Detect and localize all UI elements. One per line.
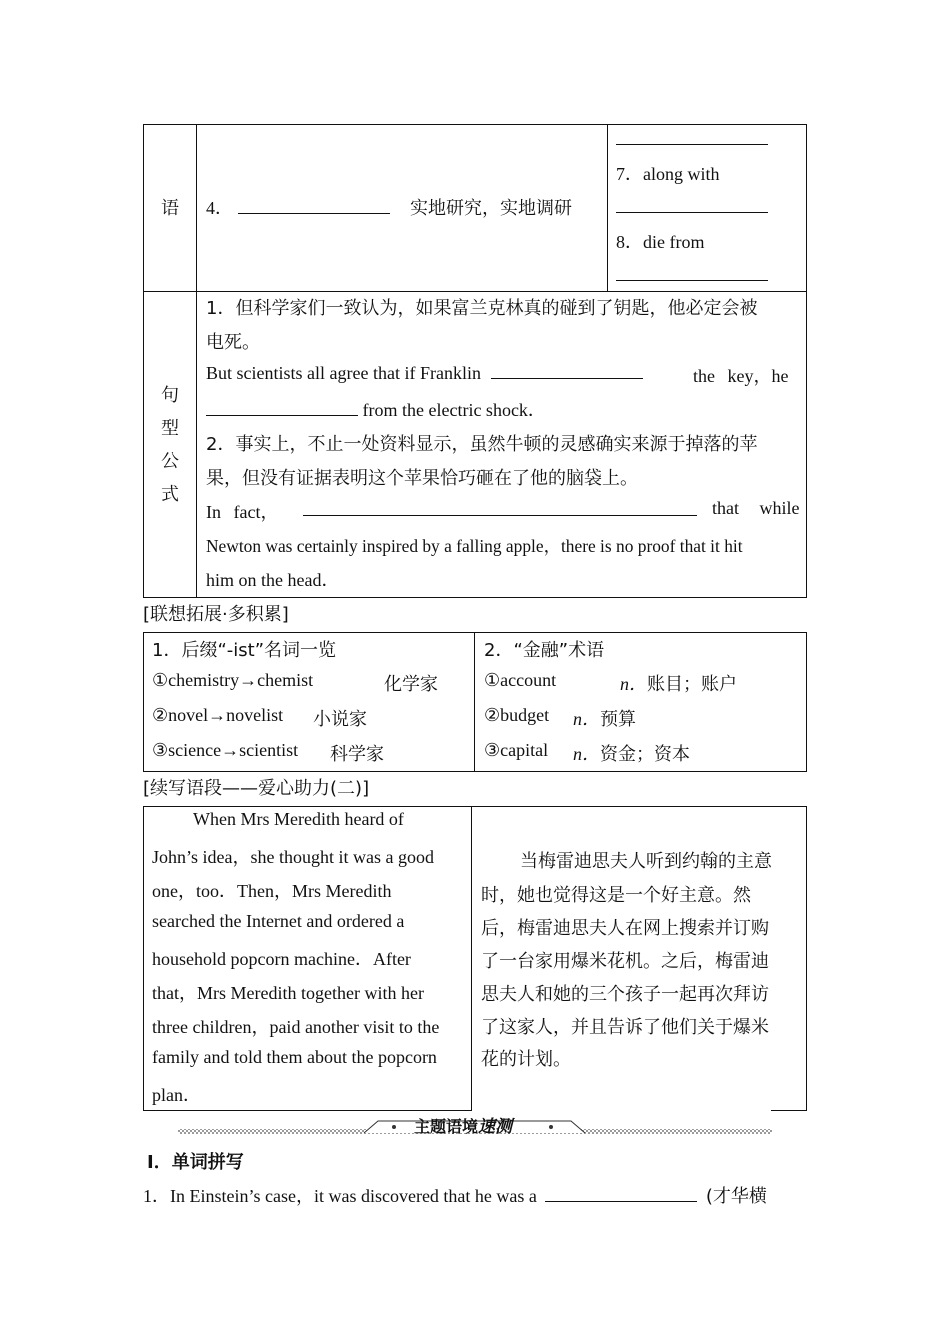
english-passage-line: household popcorn machine．After bbox=[152, 949, 411, 969]
english-passage-line: three children，paid another visit to the bbox=[152, 1017, 440, 1037]
sentence-2-chinese: 果，但没有证据表明这个苹果恰巧砸在了他的脑袋上。 bbox=[206, 468, 638, 489]
sentence-1-english: But scientists all agree that if Franklin bbox=[206, 362, 643, 384]
english-passage-line: that，Mrs Meredith together with her bbox=[152, 983, 424, 1003]
sentence-2-english: In fact， bbox=[206, 502, 279, 522]
answer-blank[interactable] bbox=[303, 499, 697, 516]
question-1: 1．In Einstein’s case，it was discovered that he was a (才华横 bbox=[143, 1186, 767, 1207]
answer-blank[interactable] bbox=[206, 399, 358, 416]
english-passage-line: family and told them about the popcorn bbox=[152, 1047, 437, 1067]
arrow-icon: → bbox=[221, 740, 240, 760]
vocab-item-7: 7．along with bbox=[616, 164, 720, 184]
category-char: 公 bbox=[161, 451, 179, 472]
sentence-1-english: the key，he bbox=[693, 366, 789, 386]
sentence-2-chinese: 2．事实上，不止一处资料显示，虽然牛顿的灵感确实来源于掉落的苹 bbox=[206, 434, 758, 455]
chinese-passage-line: 时，她也觉得这是一个好主意。然 bbox=[481, 885, 751, 906]
category-char: 型 bbox=[161, 418, 179, 439]
sentence-1-chinese: 1．但科学家们一致认为，如果富兰克林真的碰到了钥匙，他必定会被 bbox=[206, 298, 758, 319]
list-item: ②novel→novelist bbox=[152, 705, 284, 725]
sentence-2-english: Newton was certainly inspired by a falling apple，there is no proof that it hit bbox=[206, 536, 743, 556]
section-heading: [续写语段——爱心助力(二)] bbox=[143, 778, 370, 799]
list-item: ③science→scientist bbox=[152, 740, 299, 760]
english-passage-line: one，too．Then，Mrs Meredith bbox=[152, 881, 392, 901]
list-item: ①chemistry→chemist bbox=[152, 670, 314, 690]
chinese-passage-line: 后，梅雷迪思夫人在网上搜索并订购 bbox=[481, 918, 769, 939]
answer-blank[interactable] bbox=[616, 196, 768, 213]
sentence-1-english: from the electric shock． bbox=[206, 396, 546, 422]
answer-blank[interactable] bbox=[545, 1185, 697, 1202]
english-passage-line: searched the Internet and ordered a bbox=[152, 911, 405, 931]
sentence-2-english: him on the head． bbox=[206, 570, 340, 590]
sentence-1-chinese: 电死。 bbox=[206, 332, 260, 353]
english-passage-line: plan． bbox=[152, 1085, 201, 1105]
list-item: ②budget bbox=[484, 705, 550, 725]
list-item-meaning: 化学家 bbox=[384, 674, 438, 695]
arrow-icon: → bbox=[208, 705, 227, 725]
category-char: 句 bbox=[161, 385, 179, 406]
chinese-passage-line: 思夫人和她的三个孩子一起再次拜访 bbox=[481, 984, 769, 1005]
suffix-list-title: 1．后缀“-ist”名词一览 bbox=[152, 640, 337, 661]
category-char: 式 bbox=[161, 484, 179, 505]
answer-blank[interactable] bbox=[238, 197, 390, 214]
list-item-meaning: n．资金；资本 bbox=[573, 744, 690, 765]
list-item-meaning: 科学家 bbox=[330, 744, 384, 765]
english-passage-line: John’s idea，she thought it was a good bbox=[152, 847, 434, 867]
finance-terms-title: 2．“金融”术语 bbox=[484, 640, 605, 661]
arrow-icon: → bbox=[239, 670, 258, 690]
sentence-2-english: that while bbox=[712, 498, 800, 518]
answer-blank[interactable] bbox=[616, 128, 768, 145]
chinese-passage-line: 花的计划。 bbox=[481, 1049, 571, 1070]
vocab-item-4: 4． 实地研究，实地调研 bbox=[206, 198, 572, 219]
banner-title: 主题语境速测 bbox=[414, 1117, 513, 1137]
answer-blank[interactable] bbox=[491, 362, 643, 379]
category-label: 语 bbox=[161, 198, 179, 219]
vocab-item-8: 8．die from bbox=[616, 232, 705, 252]
english-passage-line: When Mrs Meredith heard of bbox=[193, 809, 404, 829]
answer-blank[interactable] bbox=[616, 264, 768, 281]
list-item: ①account bbox=[484, 670, 557, 690]
section-heading: [联想拓展·多积累] bbox=[143, 604, 289, 625]
list-item-meaning: 小说家 bbox=[313, 709, 367, 730]
chinese-passage-line: 了一台家用爆米花机。之后，梅雷迪 bbox=[481, 951, 769, 972]
chinese-passage-line: 当梅雷迪思夫人听到约翰的主意 bbox=[520, 851, 772, 872]
list-item-meaning: n．账目；账户 bbox=[620, 674, 737, 695]
list-item: ③capital bbox=[484, 740, 549, 760]
exercise-section-title: Ⅰ．单词拼写 bbox=[147, 1152, 244, 1173]
chinese-passage-line: 了这家人，并且告诉了他们关于爆米 bbox=[481, 1017, 769, 1038]
list-item-meaning: n．预算 bbox=[573, 709, 636, 730]
